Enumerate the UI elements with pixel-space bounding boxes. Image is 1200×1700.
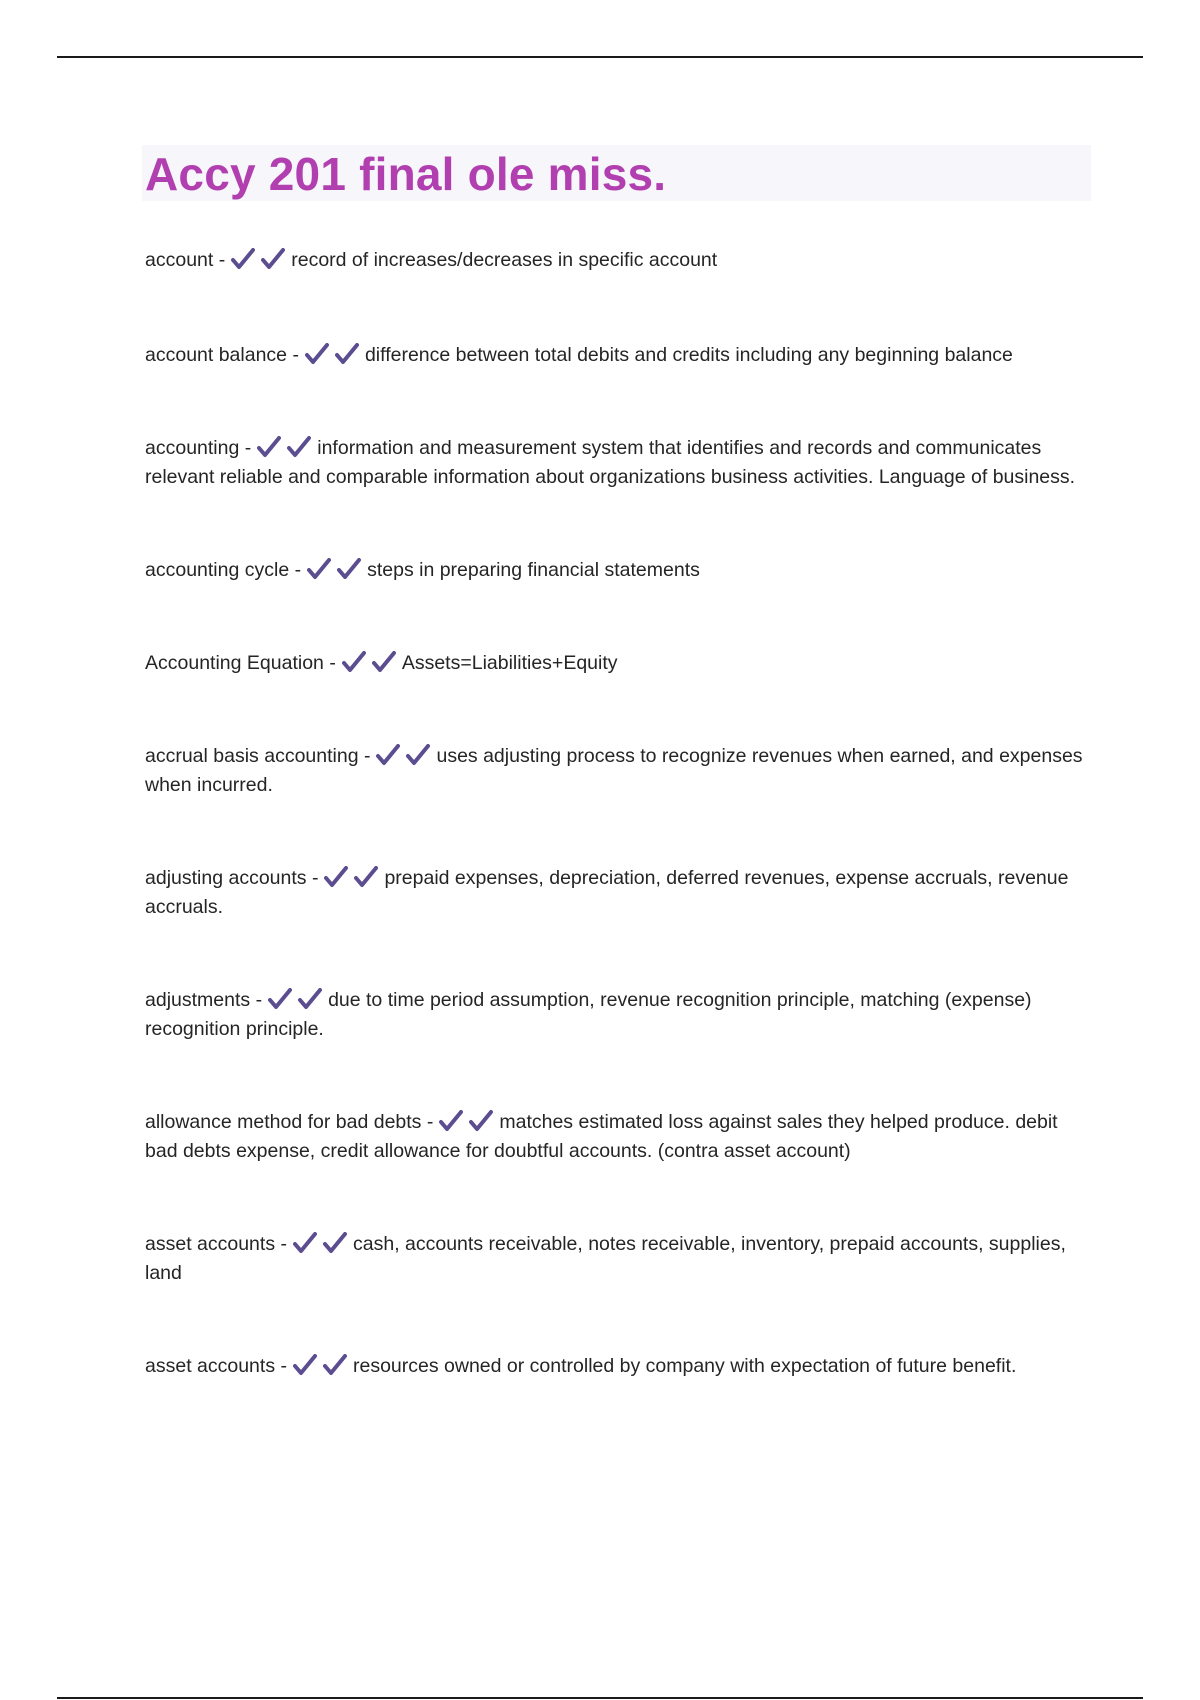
entry-term: account balance <box>145 344 288 366</box>
check-mark-icon <box>323 1354 347 1376</box>
entry-separator: - <box>244 437 252 459</box>
check-mark-icon <box>293 1354 317 1376</box>
bottom-rule <box>57 1697 1143 1699</box>
entry-separator: - <box>294 559 302 581</box>
list-item <box>145 246 1095 275</box>
check-mark-icon <box>307 558 331 580</box>
check-mark-icon <box>342 651 366 673</box>
entry-separator: - <box>255 989 263 1011</box>
list-item <box>145 341 1095 370</box>
entry-term: account <box>145 249 214 271</box>
list-item <box>145 986 1095 1044</box>
entry-definition: prepaid expenses, depreciation, deferred revenues, expense accruals, revenue accruals. <box>145 867 1069 918</box>
entry-term: allowance method for bad debts <box>145 1111 422 1133</box>
top-rule <box>57 56 1143 58</box>
flashcard-list <box>145 246 1095 1381</box>
entry-definition: information and measurement system that identifies and records and communicates relevant reliable and comparable information about organizations business activities. Language of business. <box>145 437 1076 488</box>
entry-definition: cash, accounts receivable, notes receivable, inventory, prepaid accounts, supplies, land <box>145 1233 1066 1284</box>
check-mark-icon <box>337 558 361 580</box>
check-mark-icon <box>354 866 378 888</box>
entry-term: accounting <box>145 437 240 459</box>
check-mark-icon <box>305 343 329 365</box>
check-mark-icon <box>376 744 400 766</box>
entry-definition: matches estimated loss against sales they helped produce. debit bad debts expense, credit allowance for doubtful accounts. (contra asset account) <box>145 1111 1058 1162</box>
entry-separator: - <box>363 745 371 767</box>
entry-separator: - <box>292 344 299 366</box>
entry-separator: - <box>329 652 336 674</box>
check-mark-icon <box>335 343 359 365</box>
entry-term: accrual basis accounting <box>145 745 359 767</box>
check-mark-icon <box>324 866 348 888</box>
entry-separator: - <box>280 1355 287 1377</box>
entry-definition: Assets=Liabilities+Equity <box>401 652 618 674</box>
entry-definition: due to time period assumption, revenue recognition principle, matching (expense) recognition principle. <box>145 989 1032 1040</box>
entry-term: asset accounts <box>145 1233 276 1255</box>
document-title: Accy 201 final ole miss. <box>145 148 667 200</box>
check-mark-icon <box>261 248 285 270</box>
list-item <box>145 649 1095 678</box>
list-item <box>145 1108 1095 1166</box>
entry-separator: - <box>426 1111 434 1133</box>
check-mark-icon <box>469 1110 493 1132</box>
list-item <box>145 434 1095 492</box>
list-item <box>145 1352 1095 1381</box>
check-mark-icon <box>439 1110 463 1132</box>
entry-separator: - <box>311 867 319 889</box>
entry-term: accounting cycle <box>145 559 290 581</box>
entry-term: Accounting Equation <box>145 652 324 674</box>
entry-term: asset accounts <box>145 1355 276 1377</box>
entry-definition: record of increases/decreases in specific account <box>291 249 718 271</box>
check-mark-icon <box>287 436 311 458</box>
check-mark-icon <box>298 988 322 1010</box>
list-item <box>145 864 1095 922</box>
check-mark-icon <box>268 988 292 1010</box>
list-item <box>145 556 1095 585</box>
entry-definition: resources owned or controlled by company with expectation of future benefit. <box>353 1355 1017 1377</box>
entry-definition: uses adjusting process to recognize revenues when earned, and expenses when incurred. <box>145 745 1083 796</box>
entry-separator: - <box>218 249 226 271</box>
entry-definition: difference between total debits and credits including any beginning balance <box>364 344 1013 366</box>
check-mark-icon <box>372 651 396 673</box>
check-mark-icon <box>231 248 255 270</box>
entry-term: adjustments <box>145 989 251 1011</box>
entry-definition: steps in preparing financial statements <box>367 559 700 581</box>
entry-term: adjusting accounts <box>145 867 307 889</box>
check-mark-icon <box>257 436 281 458</box>
list-item <box>145 1230 1095 1288</box>
check-mark-icon <box>323 1232 347 1254</box>
list-item <box>145 742 1095 800</box>
check-mark-icon <box>406 744 430 766</box>
entry-separator: - <box>280 1233 287 1255</box>
check-mark-icon <box>293 1232 317 1254</box>
